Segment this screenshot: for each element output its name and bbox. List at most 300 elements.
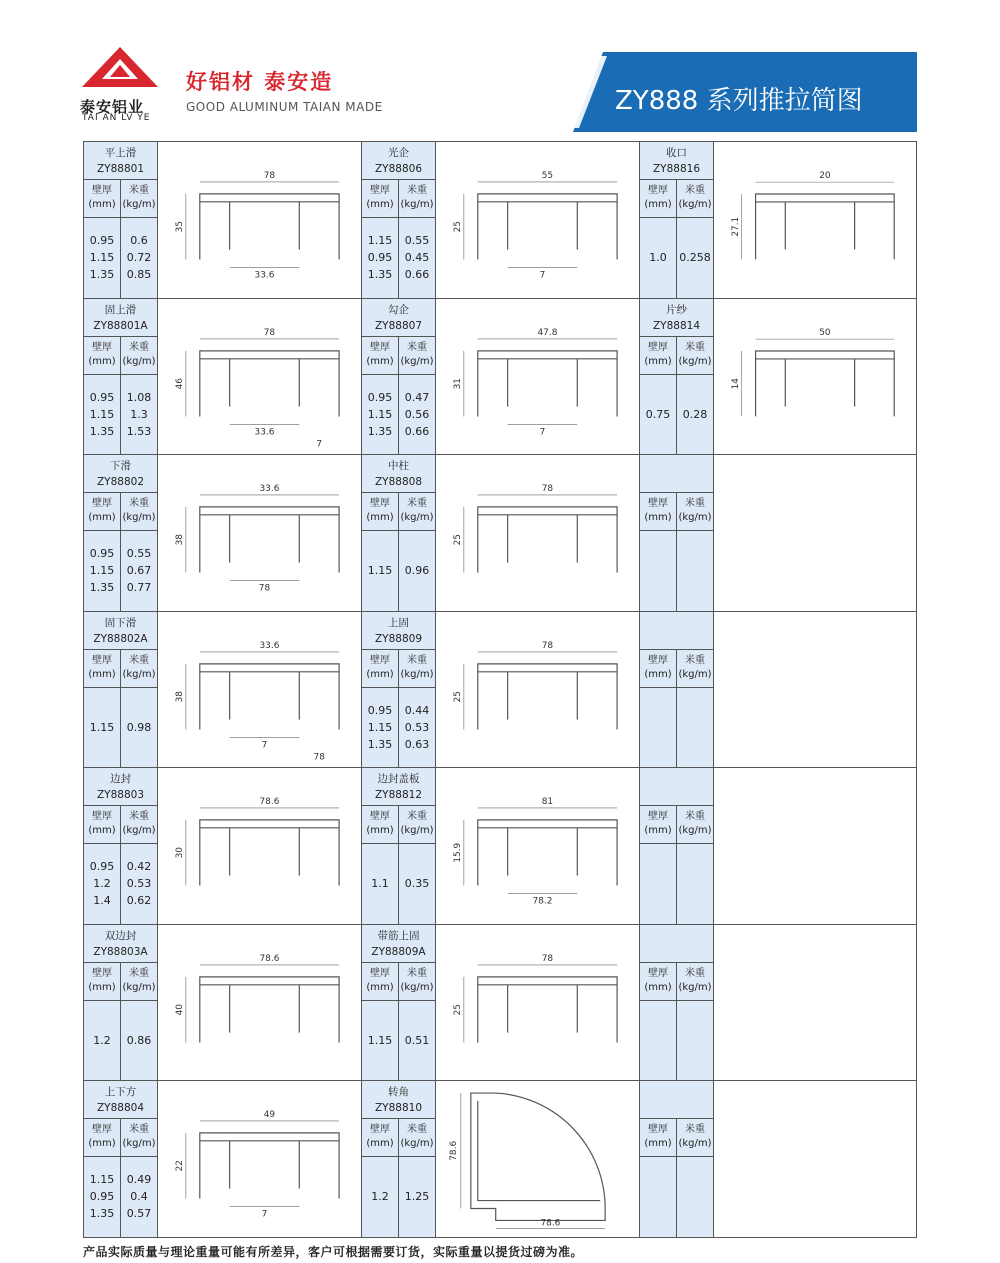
dimension-label: 25 [452,221,463,233]
thickness-header: 壁厚 (mm) [640,337,677,374]
profile-name [362,299,435,337]
profile-name [362,925,435,963]
profile-cell [362,142,640,298]
profile-cell [362,768,640,924]
profile-code: ZY88810 [374,1102,422,1114]
thickness-value: 1.35 [89,424,115,438]
dimension-label: 78.6 [259,796,280,807]
profile-cell [362,299,640,455]
profile-name [640,455,713,493]
thickness-value: 0.95 [89,234,115,248]
thickness-value: 0.95 [367,703,393,717]
weight-header: 米重 (kg/m) [678,185,712,210]
thickness-column [362,1157,399,1237]
thickness-value: 0.95 [89,1190,115,1204]
thickness-value: 0.95 [89,390,115,404]
dimension-label: 7 [261,739,268,750]
profile-sketch [436,1081,639,1237]
profile-sketch [158,455,361,611]
spec-values [84,375,157,455]
weight-value: 0.98 [126,720,152,734]
weight-value: 0.258 [679,251,711,265]
profile-outline [200,976,339,1042]
spec-header [640,1119,713,1157]
dimension-label: 78.6 [259,953,280,964]
page-header [0,0,1000,135]
weight-value: 0.6 [130,234,148,248]
profile-name [362,455,435,493]
profile-sketch [158,925,361,1081]
thickness-column [362,375,399,455]
profile-info [640,142,714,298]
profile-cell [84,1081,362,1237]
profile-code: ZY88816 [652,163,700,175]
thickness-value: 1.15 [367,407,393,421]
profile-cell [84,768,362,924]
spec-header [84,180,157,218]
thickness-value: 1.15 [89,407,115,421]
weight-value: 0.47 [404,390,430,404]
dimension-label: 33.6 [254,270,275,281]
profile-cell [362,612,640,768]
profile-drawing [714,299,917,455]
profile-name [84,1081,157,1119]
table-row [84,768,917,925]
profile-outline [756,194,895,259]
thickness-value: 1.35 [367,268,393,282]
profile-sketch [158,142,361,298]
dimension-label: 14 [730,377,741,389]
profile-drawing [158,925,362,1081]
profile-name [84,299,157,337]
thickness-column [362,218,399,298]
weight-value: 1.53 [126,424,152,438]
profile-outline [200,663,339,729]
weight-value: 0.53 [404,720,430,734]
spec-values [640,1157,713,1237]
profile-info [640,1081,714,1237]
thickness-header: 壁厚 (mm) [84,806,121,843]
profile-info [362,612,436,768]
profile-drawing [158,455,362,611]
profile-cell [640,925,917,1081]
spec-header [640,337,713,375]
dimension-label: 7 [261,1209,268,1220]
dimension-label: 46 [174,377,185,389]
thickness-column [84,218,121,298]
weight-header: 米重 (kg/m) [678,498,712,523]
profile-info [362,925,436,1081]
profile-drawing [714,925,917,1081]
thickness-column [362,688,399,768]
dimension-label: 81 [541,796,554,807]
profile-name [362,1081,435,1119]
profile-info [640,299,714,455]
spec-header [640,493,713,531]
thickness-header: 壁厚 (mm) [84,963,121,1000]
slogan-en: GOOD ALUMINUM TAIAN MADE [186,100,383,114]
thickness-value: 1.35 [367,737,393,751]
weight-column [399,688,435,768]
profile-cell [84,455,362,611]
weight-column [677,1157,713,1237]
dimension-label: 27.1 [730,216,741,237]
thickness-header: 壁厚 (mm) [640,180,677,217]
thickness-value: 0.95 [367,251,393,265]
weight-value: 0.51 [404,1033,430,1047]
dimension-label: 78 [541,953,554,964]
weight-header: 米重 (kg/m) [400,498,434,523]
profile-info [84,612,158,768]
profile-name [84,455,157,493]
profile-code: ZY88808 [374,476,422,488]
company-name-en: TAI AN LV YE [82,113,151,123]
profile-drawing [158,768,362,924]
thickness-value: 0.95 [89,860,115,874]
profile-name [640,142,713,180]
dimension-label: 78.6 [448,1140,459,1161]
weight-column [399,218,435,298]
profile-name-cn: 下滑 [110,460,131,472]
dimension-label: 78 [258,583,271,594]
profile-drawing [436,925,640,1081]
weight-column [399,1001,435,1081]
weight-column [399,1157,435,1237]
spec-values [640,844,713,924]
profile-cell [362,455,640,611]
profile-drawing [436,142,640,298]
weight-value: 0.67 [126,564,152,578]
thickness-header: 壁厚 (mm) [362,337,399,374]
table-row [84,925,917,1082]
thickness-column [640,1001,677,1081]
thickness-column [84,531,121,611]
thickness-column [84,1157,121,1237]
profile-cell [640,142,917,298]
dimension-label: 33.6 [259,640,280,651]
profile-name [84,142,157,180]
weight-header: 米重 (kg/m) [400,811,434,836]
profile-name-cn: 收口 [666,147,687,159]
weight-value: 0.66 [404,268,430,282]
thickness-header: 壁厚 (mm) [640,650,677,687]
spec-header [84,1119,157,1157]
spec-header [84,963,157,1001]
profile-name-cn: 带筋上固 [377,929,420,942]
profile-code: ZY88809A [371,945,426,958]
profile-info [362,299,436,455]
weight-header: 米重 (kg/m) [122,654,156,680]
profile-name-cn: 转角 [388,1086,409,1098]
thickness-header: 壁厚 (mm) [84,1119,121,1156]
weight-header: 米重 (kg/m) [122,185,156,210]
table-row [84,142,917,299]
weight-header: 米重 (kg/m) [122,341,156,367]
thickness-value: 1.35 [89,1207,115,1221]
spec-values [84,844,157,924]
spec-values [640,1001,713,1081]
thickness-column [84,688,121,768]
dimension-label: 38 [174,690,185,702]
profile-code: ZY88814 [652,319,700,332]
spec-header [640,963,713,1001]
table-row [84,299,917,456]
profile-name [362,612,435,650]
profile-sketch [158,612,361,768]
thickness-header: 壁厚 (mm) [362,1119,399,1156]
weight-header: 米重 (kg/m) [678,1124,712,1149]
thickness-column [640,218,677,298]
weight-header: 米重 (kg/m) [122,498,156,523]
weight-column [121,218,157,298]
dimension-label: 78 [541,483,554,494]
profile-sketch [436,768,639,924]
profile-sketch [158,1081,361,1237]
spec-values [362,218,435,298]
dimension-label: 15.9 [452,842,463,863]
profile-name-cn: 固下滑 [104,616,137,629]
thickness-column [640,375,677,455]
spec-header [640,806,713,844]
dimension-label: 31 [452,377,463,389]
spec-values [362,375,435,455]
spec-header [362,180,435,218]
thickness-value: 1.35 [367,424,393,438]
spec-values [84,1157,157,1237]
spec-values [362,844,435,924]
thickness-value: 1.15 [89,720,115,734]
profile-outline [200,507,339,573]
dimension-label: 49 [263,1109,276,1120]
profile-outline [200,820,339,886]
page-title: ZY888 系列推拉简图 [615,86,863,116]
thickness-header: 壁厚 (mm) [640,493,677,530]
profile-name [640,612,713,650]
weight-column [677,531,713,611]
table-row [84,612,917,769]
profile-name [362,142,435,180]
profile-info [362,1081,436,1237]
profile-name [640,925,713,963]
profile-name-cn: 平上滑 [104,147,137,159]
thickness-value: 1.2 [93,1033,111,1047]
weight-header: 米重 (kg/m) [122,1124,156,1149]
weight-value: 0.96 [404,564,430,578]
profile-sketch [436,612,639,768]
weight-column [399,375,435,455]
dimension-label: 33.6 [254,426,275,437]
weight-column [677,844,713,924]
profile-cell [84,299,362,455]
profile-drawing [158,142,362,298]
weight-column [121,1001,157,1081]
profile-code: ZY88802 [96,476,144,488]
weight-value: 0.72 [126,251,152,265]
weight-column [677,1001,713,1081]
profile-outline [478,820,617,886]
dimension-label: 20 [819,171,831,182]
spec-header [84,493,157,531]
profile-outline [478,194,617,260]
thickness-header: 壁厚 (mm) [362,650,399,687]
spec-values [362,688,435,768]
dimension-label: 35 [174,221,185,233]
thickness-value: 1.15 [367,1033,393,1047]
dimension-label: 25 [452,534,463,546]
profile-drawing [436,455,640,611]
profile-outline [756,351,895,416]
footer-note: 产品实际质量与理论重量可能有所差异，客户可根据需要订货，实际重量以提货过磅为准。 [83,1245,584,1259]
profile-cell [362,925,640,1081]
thickness-header: 壁厚 (mm) [362,180,399,217]
profile-code: ZY88803A [93,945,148,958]
thickness-header: 壁厚 (mm) [362,493,399,530]
weight-value: 0.45 [404,251,430,265]
profile-name-cn: 固上滑 [104,303,137,316]
profile-drawing [158,612,362,768]
thickness-value: 1.2 [371,1190,389,1204]
weight-header: 米重 (kg/m) [400,654,434,680]
spec-values [640,375,713,455]
slogan-cn: 好铝材 泰安造 [186,70,334,94]
profile-info [640,455,714,611]
profile-name-cn: 双边封 [104,929,137,942]
thickness-value: 1.35 [89,268,115,282]
profile-outline [471,1093,605,1220]
weight-column [121,375,157,455]
profile-code: ZY88802A [93,632,148,645]
dimension-label: 78.2 [532,896,553,907]
profile-name-cn: 上下方 [104,1086,137,1098]
dimension-label: 33.6 [259,483,280,494]
profile-code: ZY88812 [374,789,422,801]
weight-column [399,844,435,924]
thickness-header: 壁厚 (mm) [84,337,121,374]
profile-cell [84,925,362,1081]
thickness-value: 1.15 [367,720,393,734]
profile-name-cn: 片纱 [666,303,687,316]
weight-header: 米重 (kg/m) [122,967,156,993]
weight-value: 1.08 [126,390,152,404]
spec-header [84,806,157,844]
profile-info [84,299,158,455]
profile-info [640,612,714,768]
thickness-header: 壁厚 (mm) [84,493,121,530]
profile-sketch [436,299,639,455]
weight-header: 米重 (kg/m) [678,811,712,836]
weight-column [399,531,435,611]
weight-value: 0.56 [404,407,430,421]
weight-column [121,531,157,611]
thickness-column [362,844,399,924]
profile-name [84,925,157,963]
profile-name [84,768,157,806]
profile-drawing [158,1081,362,1237]
profile-info [84,768,158,924]
profile-sketch [158,299,361,455]
profile-name-cn: 边封 [110,773,131,785]
thickness-value: 1.15 [367,564,393,578]
profile-cell [84,142,362,298]
weight-value: 1.3 [130,407,148,421]
profile-drawing [714,768,917,924]
profile-cell [84,612,362,768]
profile-sketch [436,455,639,611]
profile-cell [640,768,917,924]
profile-outline [200,1133,339,1199]
weight-header: 米重 (kg/m) [400,1124,434,1149]
thickness-value: 1.0 [649,251,667,265]
profile-info [84,455,158,611]
profile-outline [478,663,617,729]
weight-header: 米重 (kg/m) [678,654,712,680]
profile-name-cn: 勾企 [388,303,409,316]
profile-drawing [714,142,917,298]
profile-info [84,925,158,1081]
thickness-column [84,375,121,455]
thickness-column [84,1001,121,1081]
spec-header [362,337,435,375]
profile-name-cn: 光企 [388,147,409,159]
spec-header [640,180,713,218]
profile-code: ZY88807 [374,319,422,332]
spec-values [362,531,435,611]
thickness-column [84,844,121,924]
thickness-value: 1.15 [89,564,115,578]
profile-name [640,768,713,806]
dimension-label: 22 [174,1160,185,1172]
profile-code: ZY88806 [374,163,422,175]
dimension-label: 55 [541,170,554,181]
dimension-label: 47.8 [537,327,558,338]
weight-value: 0.86 [126,1033,152,1047]
weight-header: 米重 (kg/m) [400,341,434,367]
dimension-label: 25 [452,1003,463,1015]
profile-name [362,768,435,806]
thickness-header: 壁厚 (mm) [640,963,677,1000]
dimension-label: 40 [174,1003,185,1015]
thickness-column [640,531,677,611]
profile-table [83,141,917,1238]
thickness-value: 0.95 [367,390,393,404]
spec-header [362,806,435,844]
thickness-header: 壁厚 (mm) [362,963,399,1000]
spec-values [362,1157,435,1237]
weight-value: 0.44 [404,703,430,717]
profile-cell [640,1081,917,1237]
weight-header: 米重 (kg/m) [400,185,434,210]
thickness-header: 壁厚 (mm) [84,650,121,687]
weight-value: 0.28 [682,407,708,421]
dimension-label: 38 [174,534,185,546]
thickness-header: 壁厚 (mm) [640,806,677,843]
dimension-label: 7 [539,270,546,281]
profile-cell [640,455,917,611]
profile-outline [478,350,617,416]
thickness-value: 1.2 [93,877,111,891]
thickness-value: 1.15 [89,251,115,265]
weight-value: 0.4 [130,1190,148,1204]
weight-column [121,1157,157,1237]
dimension-label: 7 [316,438,323,449]
spec-header [84,650,157,688]
profile-name [640,299,713,337]
weight-header: 米重 (kg/m) [678,341,712,367]
profile-name-cn: 上固 [388,616,409,629]
profile-sketch [714,299,916,455]
profile-drawing [436,299,640,455]
thickness-column [362,531,399,611]
